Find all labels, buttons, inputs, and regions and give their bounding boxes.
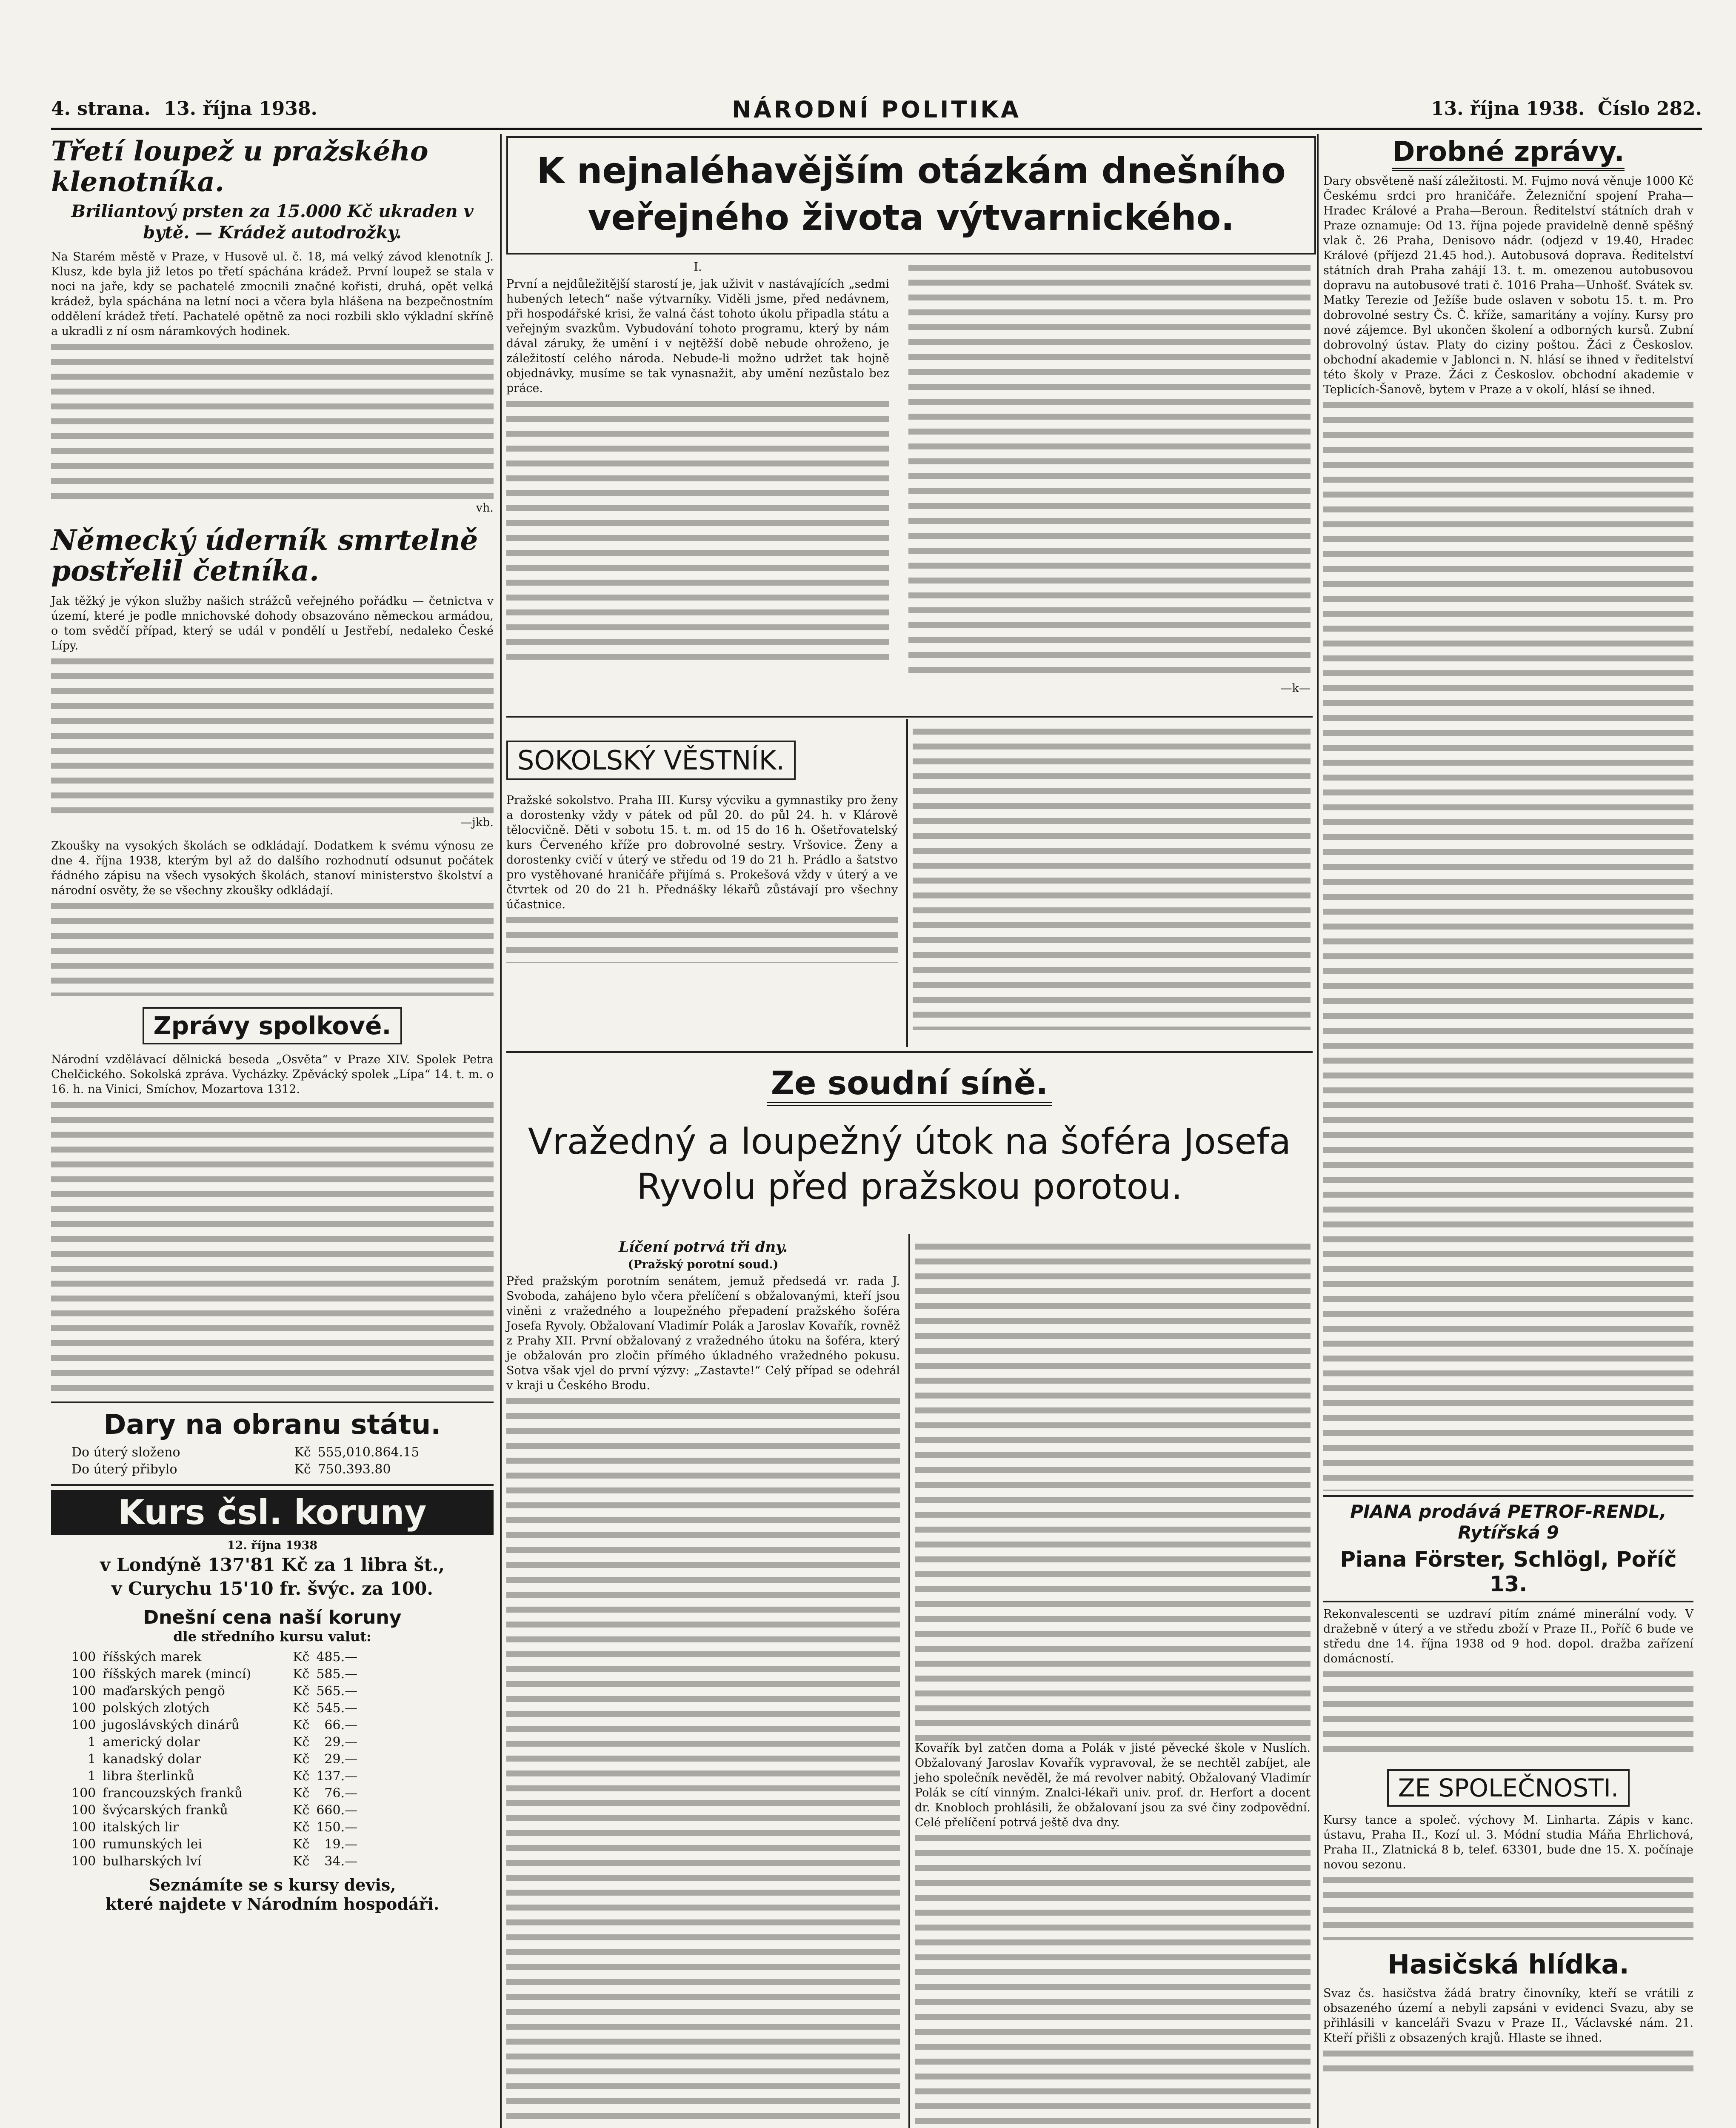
kurs-value: 137.— bbox=[316, 1769, 358, 1784]
kurs-value: 76.— bbox=[324, 1786, 358, 1801]
kurs-cur: Kč bbox=[293, 1769, 310, 1784]
sokol-text: Pražské sokolstvo. Praha III. Kursy výcviku a gymnastiky pro ženy a dorostenky vždy v pátek od půl 20. do půl 24. h. v Klárově tělocvičně. Děti v sobotu 15. t. m. od 15 do 16 h. Ošetřovatelský kurs Červeného kříže pro dobrovolné sestry. Vršovice. Ženy a dorostenky cvičí v úterý ve středu od 19 do 21 h. Prádlo a šatstvo pro vystěhované hraničáře přijímá s. Prokešová vždy v úterý a ve čtvrtek od 20 do 21 h. Přednášky lékařů zůstávají pro všechny účastnice. bbox=[506, 794, 902, 911]
kurs-row bbox=[68, 1751, 361, 1768]
kurs-cur: Kč bbox=[293, 1735, 310, 1750]
table-row bbox=[68, 1461, 423, 1478]
kurs-row bbox=[68, 1836, 361, 1853]
text-block bbox=[506, 912, 898, 963]
kurs-qty: 100 bbox=[71, 1701, 96, 1716]
kurs-qty: 1 bbox=[88, 1752, 96, 1767]
section-number: I. bbox=[694, 260, 702, 274]
dary-title: Dary na obranu státu. bbox=[103, 1409, 441, 1441]
kurs-table bbox=[68, 1649, 361, 1870]
kurs-name: libra šterlinků bbox=[103, 1769, 194, 1784]
kurs-qty: 100 bbox=[71, 1684, 96, 1699]
ads-text: Rekonvalescenti se uzdraví pitím známé minerální vody. V dražebně v úterý a ve středu zboží v Praze II., Poříč 6 bude ve středu dne 14. října 1938 od 9 hod. dopol. dražba zařízení domácností. bbox=[1323, 1607, 1697, 1665]
court-headline: Vražedný a loupežný útok na šoféra Josefa Ryvolu před pražskou porotou. bbox=[528, 1121, 1291, 1207]
text-block bbox=[908, 260, 1311, 681]
court-header bbox=[506, 1060, 1313, 1238]
main-article bbox=[506, 260, 1313, 711]
article-column bbox=[506, 277, 893, 660]
kurs-line: v Londýně 137'81 Kč za 1 libra št., bbox=[100, 1554, 445, 1575]
kurs-cur: Kč bbox=[293, 1786, 310, 1801]
drobne-title: Drobné zprávy. bbox=[1392, 136, 1624, 171]
kurs-cur: Kč bbox=[293, 1667, 310, 1682]
kurs-qty: 100 bbox=[71, 1718, 96, 1733]
kurs-row bbox=[68, 1717, 361, 1734]
kurs-row bbox=[68, 1649, 361, 1666]
kurs-qty: 100 bbox=[71, 1803, 96, 1818]
issue-number: Číslo 282. bbox=[1597, 98, 1702, 120]
kurs-footer: Seznámíte se s kursy devis, bbox=[148, 1875, 396, 1894]
main-headline-box bbox=[506, 136, 1316, 255]
issue-info bbox=[1431, 98, 1702, 120]
article-body: Jak těžký je výkon služby našich strážců veřejného pořádku — četnictva v území, které je podle mnichovské dohody obsazováno německou armádou, o tom svědčí případ, který se udál v pondělí u Jestřebí, nedaleko České Lípy. bbox=[51, 595, 497, 652]
divider bbox=[51, 1484, 494, 1486]
text-block bbox=[51, 1097, 494, 1395]
kurs-qty: 1 bbox=[88, 1769, 96, 1784]
table-cell: Do úterý přibylo bbox=[71, 1462, 177, 1477]
kurs-value: 565.— bbox=[316, 1684, 358, 1699]
kurs-name: bulharských lví bbox=[103, 1854, 202, 1869]
table-cell: 750.393.80 bbox=[317, 1462, 391, 1477]
text-block bbox=[913, 724, 1311, 1030]
kurs-qty: 100 bbox=[71, 1854, 96, 1869]
paper-title: NÁRODNÍ POLITIKA bbox=[732, 96, 1021, 123]
court-section-title: Ze soudní síně. bbox=[767, 1064, 1053, 1106]
kurs-cur: Kč bbox=[293, 1854, 310, 1869]
kurs-cur: Kč bbox=[293, 1701, 310, 1716]
divider bbox=[1323, 1495, 1693, 1497]
kurs-value: 150.— bbox=[316, 1820, 358, 1835]
dary-table bbox=[68, 1444, 423, 1478]
kurs-value: 29.— bbox=[324, 1752, 358, 1767]
left-column bbox=[51, 135, 497, 2128]
kurs-name: říšských marek (mincí) bbox=[103, 1667, 251, 1682]
kurs-value: 660.— bbox=[316, 1803, 358, 1818]
kurs-name: italských lir bbox=[103, 1820, 179, 1835]
court-section-title-wrap bbox=[506, 1064, 1313, 1102]
date-left: 13. října 1938. bbox=[163, 98, 317, 120]
table-cell: 555,010.864.15 bbox=[317, 1445, 420, 1460]
column-rule bbox=[1317, 134, 1319, 2128]
text-block bbox=[1323, 2045, 1693, 2079]
kurs-subtitle: dle středního kursu valut: bbox=[173, 1628, 371, 1645]
text-block bbox=[51, 898, 494, 996]
kurs-qty: 100 bbox=[71, 1837, 96, 1852]
kurs-footer: které najdete v Národním hospodáři. bbox=[105, 1894, 440, 1913]
column-rule bbox=[500, 134, 502, 2128]
spolky-title: Zprávy spolkové. bbox=[143, 1007, 403, 1044]
spolecnosti-title: ZE SPOLEČNOSTI. bbox=[1387, 1769, 1630, 1807]
article-title: Německý úderník smrtelně postřelil četníka. bbox=[51, 523, 478, 587]
sokol-right bbox=[913, 724, 1311, 1030]
news-item: Národní vzdělávací dělnická beseda „Osvěta“ v Praze XIV. Spolek Petra Chelčického. Sokolská zpráva. Vycházky. Zpěvácký spolek „Lípa“ 14. t. m. o 16. h. na Vinici, Smíchov, Mozartova 1312. bbox=[51, 1053, 497, 1096]
article-author: vh. bbox=[476, 501, 494, 515]
date-right: 13. října 1938. bbox=[1431, 98, 1585, 120]
court-subhead: Líčení potrvá tři dny. bbox=[619, 1238, 788, 1256]
article-column bbox=[915, 1238, 1314, 2128]
kurs-name: jugoslávských dinárů bbox=[103, 1718, 240, 1733]
page-label: 4. strana. 13. října 1938. bbox=[51, 98, 317, 120]
article-title: Třetí loupež u pražského klenotníka. bbox=[51, 135, 428, 198]
divider bbox=[1323, 1601, 1693, 1602]
article-subtitle: Briliantový prsten za 15.000 Kč ukraden v bytě. — Krádež autodrožky. bbox=[71, 201, 474, 243]
kurs-row bbox=[68, 1802, 361, 1819]
table-cell: Kč bbox=[294, 1445, 311, 1460]
kurs-cur: Kč bbox=[293, 1837, 310, 1852]
kurs-name: polských zlotých bbox=[103, 1701, 210, 1716]
kurs-date: 12. října 1938 bbox=[227, 1539, 318, 1552]
kurs-cur: Kč bbox=[293, 1718, 310, 1733]
article-body: Před pražským porotním senátem, jemuž předsedá vr. rada J. Svoboda, zahájeno bylo včera přelíčení s obžalovanými, kteří jsou viněni z vražedného a loupežného přepadení pražského šoféra Josefa Ryvoly. Obžalovaní Vladimír Polák a Jaroslav Kovařík, rovněž z Prahy XII. První obžalovaný z vražedného útoku na šoféra, který je obžalován pro zločin přímého úkladného vražedného pokusu. Sotva však vjel do první výzvy: „Zastavte!“ Celý případ se odehrál v kraji u Českého Brodu. bbox=[506, 1275, 904, 1392]
kurs-qty: 100 bbox=[71, 1786, 96, 1801]
main-headline: K nejnaléhavějším otázkám dnešního veřejného života výtvarnického. bbox=[537, 150, 1286, 238]
kurs-name: maďarských pengö bbox=[103, 1684, 225, 1699]
kurs-qty: 100 bbox=[71, 1667, 96, 1682]
article-body: Kovařík byl zatčen doma a Polák v jisté pěvecké škole v Nuslích. Obžalovaný Jaroslav Kovařík vypravoval, že se nechtěl zabíjet, ale jeho společník nevěděl, že má revolver nabitý. Obžalovaný Vladimír Polák se cítí vinným. Znalci-lékaři univ. prof. dr. Herfort a docent dr. Knobloch prohlásili, že obžalovaní jsou za své činy zodpovědní. Celé přelíčení potrvá ještě dva dny. bbox=[915, 1742, 1314, 1829]
divider bbox=[506, 716, 1313, 718]
table-row bbox=[68, 1444, 423, 1461]
text-block bbox=[915, 1830, 1311, 2128]
divider bbox=[51, 1402, 494, 1403]
kurs-name: francouzských franků bbox=[103, 1786, 243, 1801]
news-item: Svaz čs. hasičstva žádá bratry činovníky, kteří se vrátili z obsazeného území a nebyli zapsáni v evidenci Svazu, aby se přihlásili v kanceláři Svazu v Praze II., Václavské nám. 21. Kteří přišli z obsazených krajů. Hlaste se ihned. bbox=[1323, 1987, 1697, 2045]
kurs-name: říšských marek bbox=[103, 1650, 202, 1665]
kurs-cur: Kč bbox=[293, 1650, 310, 1665]
kurs-value: 545.— bbox=[316, 1701, 358, 1716]
text-block bbox=[1323, 1666, 1693, 1760]
article-body: Na Starém městě v Praze, v Husově ul. č. 18, má velký závod klenotník J. Klusz, kde byla již letos po třetí spáchána krádež. První loupež se stala v noci na jaře, kdy se pachatelé zmocnili značné kořisti, druhá, opět velká krádež, byla spáchána na letní noci a včera byla hlášena na bezpečnostním oddělení krádež třetí. Pachatelé opětně za noci rozbili sklo výkladní skříně a ukradli z ní osm náramkových hodinek. bbox=[51, 250, 497, 338]
sokol-left bbox=[506, 724, 902, 963]
sokol-title: SOKOLSKÝ VĚSTNÍK. bbox=[506, 741, 796, 780]
court-article bbox=[506, 1238, 1313, 2128]
text-block bbox=[51, 653, 494, 815]
article-author: —jkb. bbox=[460, 816, 494, 829]
news-item: Dary obsvěteně naší záležitosti. M. Fujmo nová věnuje 1000 Kč Českému srdci pro hraničáře. Železniční spojení Praha—Hradec Králové a Praha—Beroun. Ředitelství státních drah v Praze oznamuje: Od 13. října pojede pravidelně denně spěšný vlak č. 26 Praha, Denisovo nádr. (odjezd v 19.40, Hradec Králové (příjezd 21.45 hod.). Autobusová doprava. Ředitelství státních drah Praha zahájí 13. t. m. omezenou autobusovou dopravu na autobusové trati č. 1016 Praha—Unhošť. Svátek sv. Matky Terezie od Ježíše bude oslaven v sobotu 15. t. m. Pro dobrovolné sestry Čs. Č. kříže, samaritány a vojíny. Kursy pro nové zájemce. Byl ukončen školení a odborných kursů. Zubní dobrovolný ústav. Platy do ciziny poštou. Žáci z Českoslov. obchodní akademie v Jablonci n. N. hlásí se ihned v ředitelství této školy v Praze. Žáci z Českoslov. obchodní akademie v Teplicích-Šanově, bytem v Praze a v okolí, hlásí se ihned. bbox=[1323, 174, 1697, 396]
kurs-value: 34.— bbox=[324, 1854, 358, 1869]
kurs-value: 66.— bbox=[324, 1718, 358, 1733]
article-author: —k— bbox=[1280, 682, 1311, 695]
kurs-name: rumunských lei bbox=[103, 1837, 203, 1852]
kurs-cur: Kč bbox=[293, 1803, 310, 1818]
piano-ad: PIANA prodává PETROF-RENDL, Rytířská 9 bbox=[1350, 1501, 1667, 1543]
kurs-cur: Kč bbox=[293, 1820, 310, 1835]
kurs-row bbox=[68, 1734, 361, 1751]
kurs-row bbox=[68, 1683, 361, 1700]
kurs-row bbox=[68, 1819, 361, 1836]
court-byline: (Pražský porotní soud.) bbox=[628, 1258, 779, 1271]
text-block bbox=[51, 339, 494, 501]
kurs-value: 485.— bbox=[316, 1650, 358, 1665]
masthead bbox=[51, 98, 1702, 130]
kurs-value: 585.— bbox=[316, 1667, 358, 1682]
article-body: První a nejdůležitější starostí je, jak uživit v nastávajících „sedmi hubených letech“ naše výtvarníky. Viděli jsme, před nedávnem, při hospodářské krisi, že valná část tohoto úkolu připadla státu a veřejným svazkům. Vybudování tohoto programu, který by nám dával záruky, že umění i v nejtěžší době nebude ohroženo, je záležitostí celého národa. Nebude-li možno udržet tak hojně objednávky, musíme se tak vynasnažit, aby umění nezůstalo bez práce. bbox=[506, 277, 893, 395]
text-block bbox=[1323, 397, 1693, 1491]
hasicska-title: Hasičská hlídka. bbox=[1388, 1949, 1629, 1980]
news-item: Kursy tance a společ. výchovy M. Linharta. Zápis v kanc. ústavu, Praha II., Kozí ul. 3. Módní studia Máňa Ehrlichová, Praha II., Zlatnická 8 b, telef. 63301, bude dne 15. X. počínaje novou sezonu. bbox=[1323, 1813, 1697, 1871]
article-column bbox=[506, 1238, 904, 2128]
news-item: Zkoušky na vysokých školách se odkládají. Dodatkem k svému výnosu ze dne 4. října 1938, kterým byl až do dalšího rozhodnutí odsunut počátek řádného zápisu na všech vysokých školách, stanoví ministerstvo školství a národní osvěty, že se všechny zkoušky odkládají. bbox=[51, 839, 497, 897]
kurs-cur: Kč bbox=[293, 1752, 310, 1767]
sokol-section bbox=[506, 724, 1313, 1047]
kurs-line: v Curychu 15'10 fr. švýc. za 100. bbox=[111, 1578, 433, 1599]
article-column bbox=[908, 260, 1311, 696]
section-heading bbox=[1323, 1769, 1693, 1807]
kurs-subtitle: Dnešní cena naší koruny bbox=[143, 1607, 402, 1628]
kurs-row bbox=[68, 1666, 361, 1683]
kurs-cur: Kč bbox=[293, 1684, 310, 1699]
kurs-value: 19.— bbox=[324, 1837, 358, 1852]
piano-ad: Piana Förster, Schlögl, Poříč 13. bbox=[1340, 1547, 1677, 1596]
kurs-name: švýcarských franků bbox=[103, 1803, 228, 1818]
divider bbox=[506, 1051, 1313, 1053]
text-block bbox=[506, 396, 889, 660]
kurs-value: 29.— bbox=[324, 1735, 358, 1750]
text-block bbox=[915, 1238, 1311, 1741]
kurs-name: kanadský dolar bbox=[103, 1752, 201, 1767]
kurs-row bbox=[68, 1785, 361, 1802]
kurs-name: americký dolar bbox=[103, 1735, 200, 1750]
kurs-row bbox=[68, 1700, 361, 1717]
kurs-qty: 1 bbox=[88, 1735, 96, 1750]
kurs-title: Kurs čsl. koruny bbox=[51, 1490, 494, 1535]
kurs-qty: 100 bbox=[71, 1820, 96, 1835]
text-block bbox=[506, 1393, 900, 2128]
kurs-row bbox=[68, 1853, 361, 1870]
table-cell: Kč bbox=[294, 1462, 311, 1477]
kurs-qty: 100 bbox=[71, 1650, 96, 1665]
table-cell: Do úterý složeno bbox=[71, 1445, 180, 1460]
text-block bbox=[1323, 1872, 1693, 1940]
kurs-row bbox=[68, 1768, 361, 1785]
section-heading bbox=[51, 1007, 494, 1044]
right-column bbox=[1323, 136, 1697, 2128]
drobne-heading bbox=[1323, 136, 1693, 168]
